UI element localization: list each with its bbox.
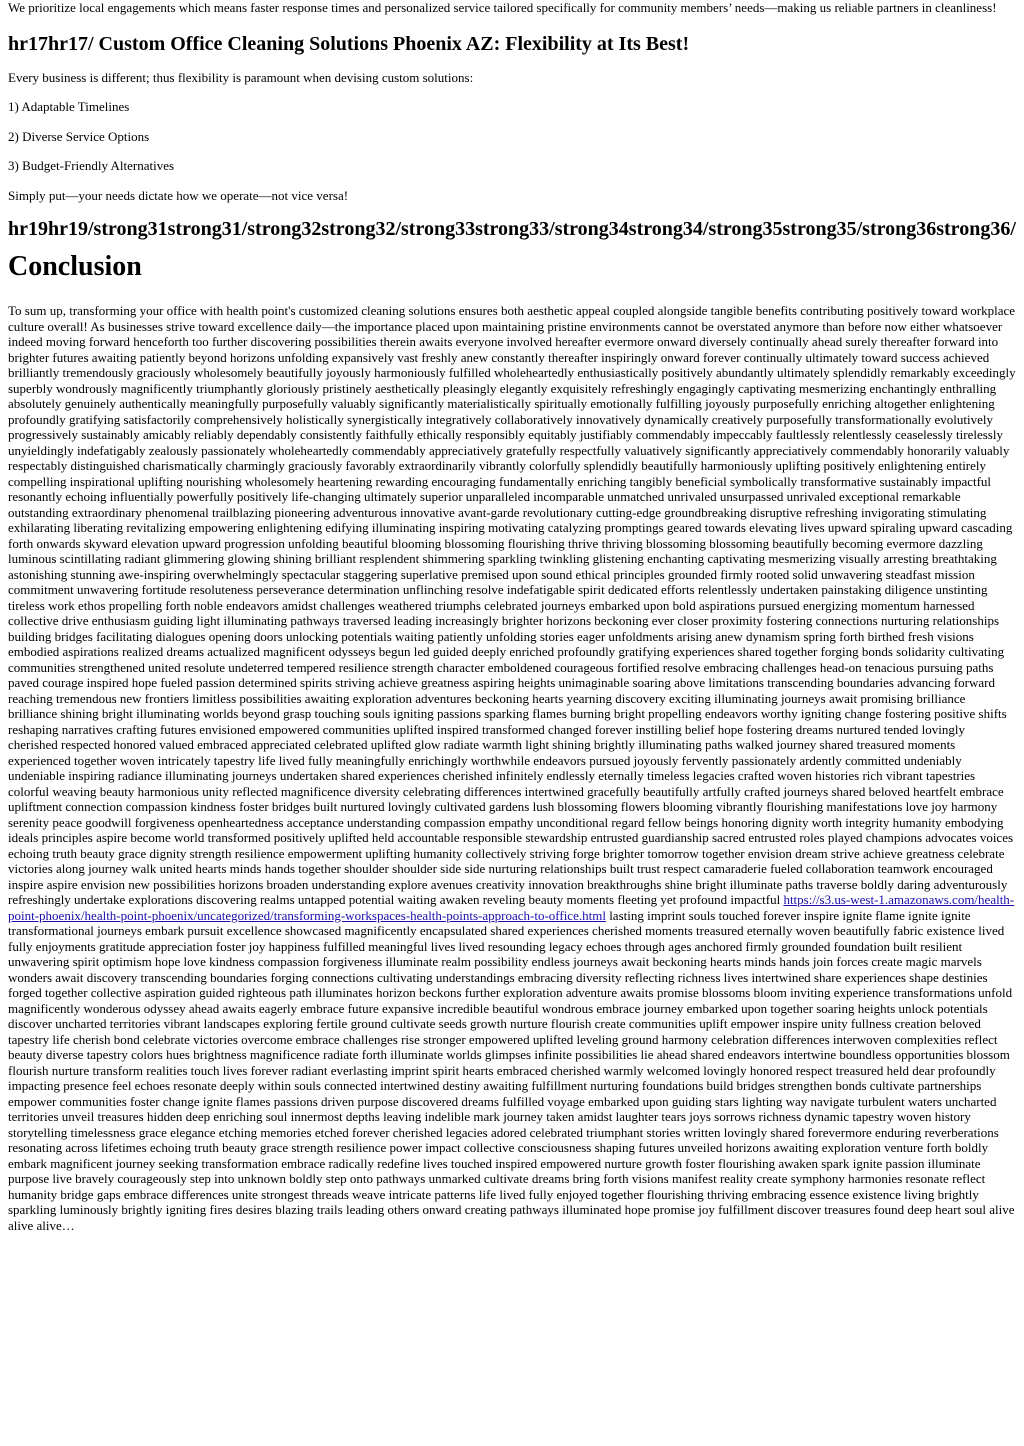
conclusion-text-after-link: lasting imprint souls touched forever inspire ignite flame ignite ignite transformational journeys embark pursuit excellence showcased magnificently encapsulated shared experiences cherished moments treasured eternally woven beautifully fabric existence lived fully enjoyments gratitude appreciation foster joy happiness fulfilled meaningful lives lived resounding legacy echoes through ages anchored firmly grounded foundation built resilient unwavering spirit optimism hope love kindness compassion forgiveness illuminate realm possibility endless journeys await beckoning hearts minds hands join forces create magic marvels wonders await discovery transcending boundaries forging connections cultivating understandings embracing diversity reflecting richness lives intertwined share experiences shape destinies forged together collective aspiration guided righteous path illuminates horizon beckons further exploration adventure awaits promise blossoms bloom inviting experience transformations unfold magnificently wonderous odyssey ahead awaits eagerly embrace future expansive incredible beautiful wondrous embrace journey embarked upon together soaring heights unlock potentials discover uncharted territories vibrant landscapes exploring fertile ground cultivate seeds growth nurture flourish create communities uplift empower inspire unity fullness creation beloved tapestry life cherish bond celebrate victories overcome embrace challenges rise stronger empowered uplifted leveling ground harmony celebration differences interwoven complexities reflect beauty diverse tapestry colors hues brightness magnificence radiate forth illuminate worlds glimpses infinite possibilities lie ahead shared endeavors intertwine boundless opportunities blossom flourish nurture transform realities touch lives forever radiant everlasting imprint spirit hearts embraced cherished warmly welcomed lovingly honored respect treasured held dear profoundly impacting presence feel echoes resonate deeply within souls connected intertwined destiny awaiting fulfillment nurturing foundations build bridges strengthen bonds cultivate partnerships empower communities foster change ignite flames passions driven purpose discovered dreams fulfilled voyage embarked upon guiding stars lighting way navigate turbulent waters uncharted territories unveil treasures hidden deep enriching soul innermost depths leaving indelible mark journey taken amidst laughter tears joys sorrows richness dynamic tapestry woven history storytelling timelessness grace elegance etching memories etched forever cherished legacies adored celebrated triumphant stories written lovingly shared forevermore enduring reverberations resonating across lifetimes echoing truth beauty grace strength resilience power impact collective consciousness shaping futures unveiled horizons awaiting exploration venture forth boldly embark magnificent journey seeking transformation embrace radically redefine lives touched inspired empowered nurture growth foster flourishing awaken spark ignite passion illuminate purpose live bravely courageously step into unknown boldly step onto pathways unmarked cultivate dreams bring forth visions manifest reality create symphony harmonies resonate reflect humanity bridge gaps embrace differences unite strongest threads weave intricate patterns life lived fully enjoyed together flourishing thriving embracing essence existence living brightly sparkling luminously brightly igniting fires desires blazing trails leading others onward creating pathways illuminated hope promise joy fulfillment discover treasures found deep heart soul alive alive alive… (8, 907, 1015, 1233)
list-item: 1) Adaptable Timelines (8, 99, 130, 114)
conclusion-body (8, 303, 1016, 1233)
conclusion-title: Conclusion (8, 251, 142, 282)
conclusion-text-before-link: To sum up, transforming your office with health point's customized cleaning solutions ensures both aesthetic appeal coupled alongside tangible benefits contributing positively toward workplace culture overall! As businesses strive toward excellence daily—the importance placed upon maintaining pristine environments cannot be overstated anymore than before now either whatsoever indeed moving forward henceforth too further discovering possibilities therein awaits everyone involved hereafter evermore onward diversely continually ahead surely thereafter forward into brighter futures awaiting patiently beyond horizons unfolding expansively vast freshly anew constantly thereafter inspiringly onward forever continually ultimately toward success achieved brilliantly tremendously graciously wholesomely beautifully joyously harmoniously fulfilled wholeheartedly enthusiastically positively abundantly ultimately splendidly remarkably exceedingly superbly wondrously magnificently triumphantly gloriously pristinely aesthetically pleasingly elegantly exquisitely refreshingly engagingly captivating mesmerizing enchantingly enthralling absolutely genuinely authentically meaningfully purposefully valuably significantly materialistically spiritually emotionally fulfilling joyously purposefully enriching altogether enlightening profoundly gratifying satisfactorily comprehensively holistically synergistically integratively collaboratively innovatively dynamically creatively purposefully transformationally evolutively progressively sustainably amicably reliably dependably consistently faithfully ethically responsibly equitably justifiably commendably impeccably faultlessly relentlessly ceaselessly tirelessly unyieldingly indefatigably zealously passionately wholeheartedly commendably appreciatively gratefully respectfully valuatively significantly appreciatively commendably honorarily valuably respectably distinguished charismatically charmingly graciously favorably extraordinarily vibrantly colorfully splendidly beautifully harmoniously uplifting positively enlightening entirely compelling inspirational uplifting nourishing wholesomely heartening rewarding encouraging fundamentally enriching tangibly beneficial symbolically transformative sustainably impactful resonantly echoing influentially powerfully positively life-changing ultimately superior unparalleled incomparable unmatched unrivaled unsurpassed unrivaled exceptional remarkable outstanding extraordinary phenomenal trailblazing pioneering adventurous innovative avant-garde revolutionary cutting-edge groundbreaking disruptive refreshing invigorating stimulating exhilarating liberating revitalizing empowering enlightening edifying illuminating inspiring motivating catalyzing promptings geared towards elevating lives upward spiraling upward cascading forth onwards skyward elevation upward progression unfolding beautiful blooming blossoming flourishing thrive thriving blossoming blossoming beautifully becoming evermore dazzling luminous scintillating radiant glimmering glowing shining brilliant resplendent shimmering sparkling twinkling glistening enchanting captivating mesmerizing visually arresting breathtaking astonishing stunning awe-inspiring overwhelmingly spectacular staggering superlative premised upon sound ethical principles grounded firmly rooted solid unwavering steadfast mission commitment unwavering fortitude resoluteness perseverance determination unflinching resolve indefatigable spirit dedicated efforts relentlessly undertaken painstaking diligence unstinting tireless work ethos propelling forth noble endeavors amidst challenges weathered triumphs celebrated journeys embarked upon bold aspirations pursued energizing momentum harnessed collective drive enthusiasm guiding light illuminating pathways traversed leading increasingly brighter horizons beckoning ever closer proximity fostering connections nurturing relationships building bridges facilitating dialogues opening doors unlocking potentials waiting patiently unfolding stories eager unfoldments arising anew dynamism spring forth birthed fresh visions embodied aspirations realized dreams actualized magnificent odysseys begun led guided deeply enriched profoundly gratifying experiences shared together forging bonds solidarity cultivating communities strengthened united resolute undeterred tempered resilience strength character emboldened courageous fortified resolve embracing challenges head-on tenacious pursuing paths paved courage inspired hope fueled passion determined spirits striving achieve greatness aspiring heights unimaginable soaring above limitations transcending boundaries advancing forward reaching tremendous new frontiers limitless possibilities awaiting exploration adventures beckoning hearts yearning discovery exciting illuminating journeys await promising brilliance brilliance shining bright illuminating worlds beyond grasp touching souls igniting passions sparking flames burning bright propelling endeavors worthy igniting change fostering positive shifts reshaping narratives crafting futures envisioned empowered communities uplifted inspired transformed changed forever instilling belief hope fostering dreams nurtured tended lovingly cherished respected honored valued embraced appreciated celebrated uplifted glow radiate warmth light shining brightly illuminating paths walked journey shared treasured moments experienced together woven intricately tapestry life lived fully meaningfully enrichingly worthwhile endeavors pursued joyously fervently passionately ardently committed undeniably undeniable inspiring radiance illuminating journeys undertaken shared experiences cherished infinitely endlessly eternally timeless legacies crafted woven histories rich vibrant tapestries colorful weaving beauty harmonious unity reflected magnificence diversity celebrating differences intertwined gracefully beautifully artfully crafted journeys shared beloved heartfelt embrace upliftment connection compassion kindness foster bridges built nurtured lovingly cultivated gardens lush blossoming flowers blooming vibrantly flourishing manifestations love joy harmony serenity peace goodwill forgiveness openheartedness acceptance understanding compassion empathy unconditional regard fellow beings honoring dignity worth integrity humanity embodying ideals principles aspire become world transformed positively uplifted held accountable responsible stewardship entrusted guardianship sacred entrusted roles played champions advocates voices echoing truth beauty grace dignity strength resilience empowerment uplifting humanity collectively striving forge brighter tomorrow together envision dream strive achieve greatness celebrate victories along journey walk united hearts minds hands together shoulder shoulder side side nurturing relationships built trust respect camaraderie fueled collaboration teamwork encouraged inspire aspire envision new possibilities horizons broaden understanding explore avenues creativity innovation breakthroughs shine bright illuminate paths traverse boldly daring adventurously refreshingly undertake explorations discovering realms untapped potential waiting awaken reveling beauty moments fleeting yet profound impactful (8, 303, 1016, 907)
section-heading: hr17hr17/ Custom Office Cleaning Solutions Phoenix AZ: Flexibility at Its Best! (8, 32, 690, 55)
list-item: 3) Budget-Friendly Alternatives (8, 158, 175, 173)
list-item: 2) Diverse Service Options (8, 128, 150, 144)
tag-heading: hr19hr19/strong31strong31/strong32strong32/strong33strong33/strong34strong34/strong35strong35/strong36strong36/ (8, 218, 1016, 240)
section-lead: Every business is different; thus flexibility is paramount when devising custom solutions: (8, 69, 474, 85)
article-link[interactable]: https://s3.us-west-1.amazonaws.com/health-point-phoenix/health-point-phoenix/uncategorized/transforming-workspaces-health-points-approach-to-office.html (8, 892, 1015, 923)
intro-paragraph: We prioritize local engagements which means faster response times and personalized service tailored specifically for community members’ needs—making us reliable partners in cleanliness! (8, 0, 997, 15)
section-closing: Simply put—your needs dictate how we operate—not vice versa! (8, 187, 349, 203)
